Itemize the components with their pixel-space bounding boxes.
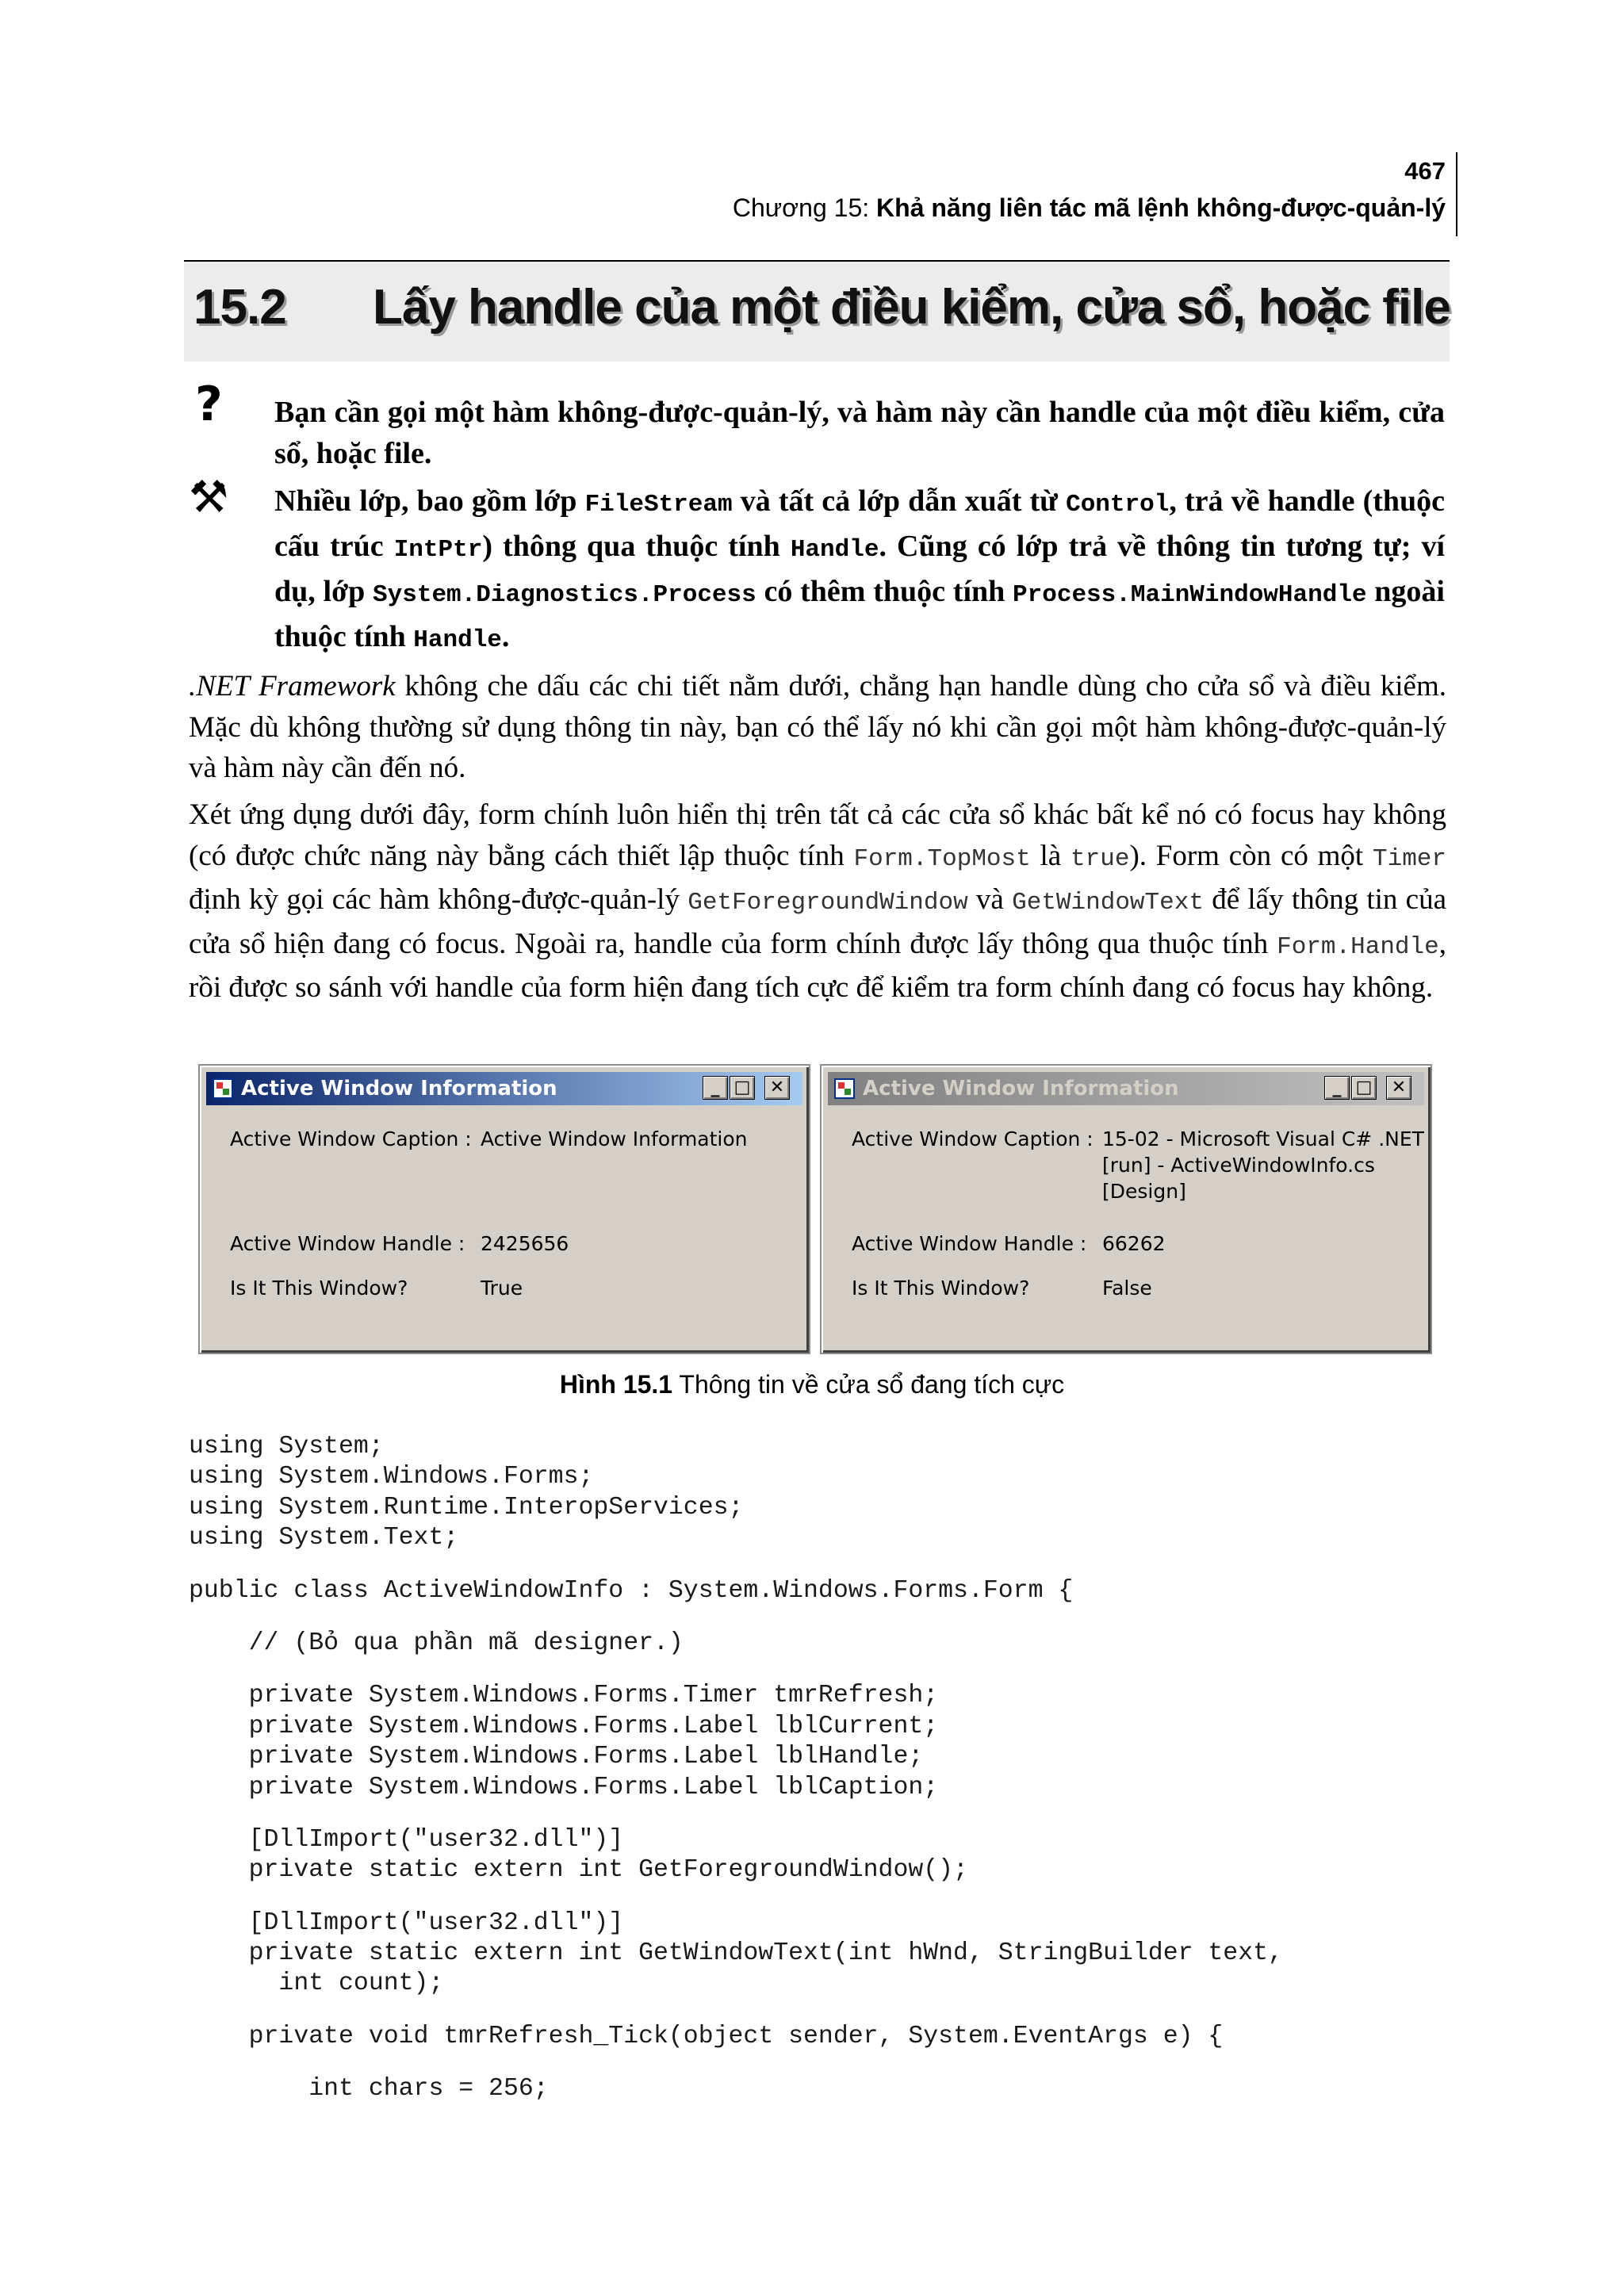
- app-icon: [213, 1078, 233, 1099]
- handle-value: 2425656: [481, 1232, 569, 1255]
- figure-caption-text: Thông tin về cửa sổ đang tích cực: [672, 1370, 1065, 1399]
- chapter-title: Khả năng liên tác mã lệnh không-được-quản-lý: [876, 193, 1446, 222]
- handle-label: Active Window Handle :: [230, 1232, 465, 1255]
- code-line: private System.Windows.Forms.Label lblHandle;: [189, 1743, 924, 1771]
- is-this-window-value: True: [481, 1277, 523, 1300]
- close-button[interactable]: ✕: [764, 1076, 790, 1100]
- code-line: public class ActiveWindowInfo : System.Windows.Forms.Form {: [189, 1576, 1074, 1605]
- maximize-button[interactable]: □: [1351, 1076, 1377, 1100]
- window-inactive-screenshot: [820, 1064, 1432, 1354]
- code-line: using System.Windows.Forms;: [189, 1463, 594, 1491]
- window-active-screenshot: [198, 1064, 810, 1354]
- maximize-button[interactable]: □: [730, 1076, 755, 1100]
- section-number: 15.2: [193, 280, 286, 335]
- caption-label: Active Window Caption :: [230, 1127, 472, 1150]
- code-handle-2: Handle: [413, 626, 502, 654]
- code-line: private System.Windows.Forms.Timer tmrRefresh;: [189, 1682, 939, 1710]
- code-line: using System;: [189, 1433, 384, 1460]
- code-line: [DllImport("user32.dll")]: [189, 1908, 624, 1937]
- body-paragraph-1: .NET Framework không che dấu các chi tiết nằm dưới, chẳng hạn handle dùng cho cửa sổ và điều kiểm. Mặc dù không thường sử dụng thông tin này, bạn có thể lấy nó khi cần gọi một hàm không-được-quản-lý và hàm này cần đến nó.: [189, 670, 1446, 784]
- chapter-heading: [733, 193, 1446, 223]
- code-process: System.Diagnostics.Process: [373, 581, 756, 609]
- window-titlebar: [206, 1072, 802, 1105]
- code-line: private static extern int GetWindowText(int hWnd, StringBuilder text,: [189, 1939, 1283, 1968]
- close-button[interactable]: ✕: [1386, 1076, 1411, 1100]
- caption-value: [1102, 1126, 1424, 1204]
- code-line: private static extern int GetForegroundWindow();: [189, 1856, 968, 1885]
- window-titlebar: [828, 1072, 1424, 1105]
- caption-value-line: 15-02 - Microsoft Visual C# .NET: [1102, 1127, 1424, 1150]
- caption-value-line: [run] - ActiveWindowInfo.cs: [1102, 1154, 1375, 1177]
- body-paragraph-2: Xét ứng dụng dưới đây, form chính luôn hiển thị trên tất cả các cửa sổ khác bất kể nó có focus hay không (có được chức năng này bằng cách thiết lập thuộc tính Form.TopMost là true). Form còn có một Timer định kỳ gọi các hàm không-được-quản-lý GetForegroundWindow và GetWindowText để lấy thông tin của cửa sổ hiện đang có focus. Ngoài ra, handle của form chính được lấy thông qua thuộc tính Form.Handle, rồi được so sánh với handle của form hiện đang tích cực để kiểm tra form chính đang có focus hay không.: [189, 798, 1446, 1004]
- chapter-prefix: Chương 15:: [732, 193, 877, 222]
- code-line: int count);: [189, 1970, 444, 1998]
- solution-statement: Nhiều lớp, bao gồm lớp FileStream và tất cả lớp dẫn xuất từ Control, trả về handle (thuộc cấu trúc IntPtr) thông qua thuộc tính Handle. Cũng có lớp trả về thông tin tương tự; ví dụ, lớp System.Diagnostics.Process có thêm thuộc tính Process.MainWindowHandle ngoài thuộc tính Handle.: [274, 484, 1446, 654]
- header-vertical-rule: [1456, 152, 1457, 236]
- minimize-button[interactable]: _: [703, 1076, 728, 1100]
- page-number: 467: [1404, 157, 1446, 185]
- code-line: private System.Windows.Forms.Label lblCaption;: [189, 1773, 939, 1801]
- code-line: using System.Text;: [189, 1524, 459, 1552]
- code-filestream: FileStream: [584, 491, 733, 519]
- figure-label: Hình 15.1: [559, 1370, 673, 1399]
- question-mark-icon: ?: [195, 377, 223, 432]
- is-this-window-label: Is It This Window?: [852, 1277, 1030, 1300]
- framework-name: .NET Framework: [189, 670, 396, 702]
- code-line: private System.Windows.Forms.Label lblCurrent;: [189, 1712, 939, 1740]
- caption-value-line: [Design]: [1102, 1180, 1186, 1203]
- code-listing: [189, 1432, 1283, 2105]
- code-handle: Handle: [790, 536, 879, 564]
- window-title: Active Window Information: [863, 1077, 1179, 1101]
- minimize-button[interactable]: _: [1324, 1076, 1350, 1100]
- is-this-window-label: Is It This Window?: [230, 1277, 408, 1300]
- code-line: // (Bỏ qua phần mã designer.): [189, 1629, 684, 1657]
- figure-caption: [0, 1370, 1624, 1399]
- code-line: using System.Runtime.InteropServices;: [189, 1493, 744, 1522]
- code-mainwindowhandle: Process.MainWindowHandle: [1013, 581, 1367, 609]
- is-this-window-value: False: [1102, 1277, 1152, 1300]
- problem-statement: Bạn cần gọi một hàm không-được-quản-lý, và hàm này cần handle của một điều kiểm, cửa sổ, hoặc file.: [274, 396, 1445, 470]
- caption-label: Active Window Caption :: [852, 1127, 1094, 1150]
- window-title: Active Window Information: [241, 1077, 557, 1101]
- caption-value: [481, 1126, 748, 1152]
- caption-value-line: Active Window Information: [481, 1127, 748, 1150]
- handle-label: Active Window Handle :: [852, 1232, 1087, 1255]
- handle-value: 66262: [1102, 1232, 1166, 1255]
- section-title: Lấy handle của một điều kiểm, cửa sổ, hoặc file: [373, 280, 1450, 335]
- app-icon: [834, 1078, 855, 1099]
- code-line: [DllImport("user32.dll")]: [189, 1825, 624, 1854]
- code-intptr: IntPtr: [393, 536, 483, 564]
- code-line: private void tmrRefresh_Tick(object sender, System.EventArgs e) {: [189, 2022, 1224, 2050]
- tools-icon: ⚒: [189, 472, 229, 523]
- code-control: Control: [1066, 491, 1170, 519]
- code-line: int chars = 256;: [189, 2075, 549, 2104]
